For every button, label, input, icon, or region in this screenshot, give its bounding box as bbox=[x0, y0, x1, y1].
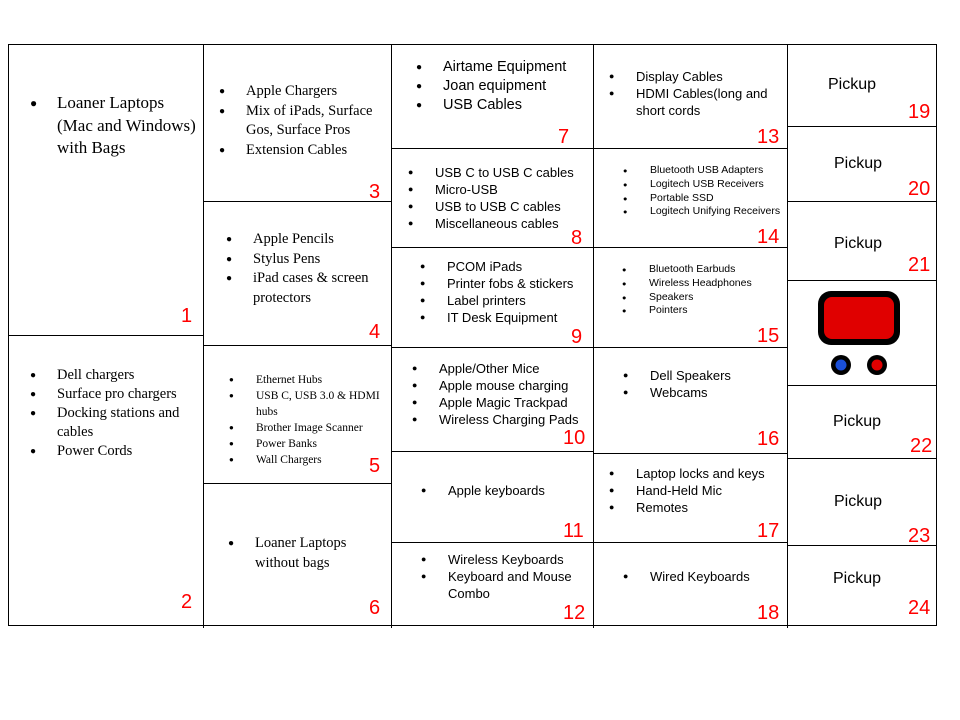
pickup-label: Pickup bbox=[833, 570, 882, 587]
grid-row-col5-c bbox=[787, 280, 937, 281]
bin-item: ● Display Cables bbox=[636, 68, 783, 85]
bin-item: ● Bluetooth USB Adapters bbox=[650, 164, 785, 178]
bin-item: ● Loaner Laptops without bags bbox=[255, 534, 389, 573]
bin-4 bbox=[253, 230, 389, 308]
bin-5-items bbox=[256, 372, 389, 468]
bin-6 bbox=[255, 534, 389, 573]
grid-divider-col3 bbox=[593, 44, 594, 628]
pickup-label: Pickup bbox=[833, 413, 882, 430]
bin-item: ● USB to USB C cables bbox=[435, 198, 592, 215]
grid-divider-col2 bbox=[391, 44, 392, 628]
grid-row-col5-d bbox=[787, 385, 937, 386]
bin-item: ● Hand-Held Mic bbox=[636, 482, 776, 499]
bin-item: ● iPad cases & screen protectors bbox=[253, 269, 389, 308]
pickup-label: Pickup bbox=[834, 493, 883, 510]
bin-10 bbox=[439, 360, 593, 428]
grid-border-bottom bbox=[8, 625, 937, 626]
bin-18 bbox=[650, 568, 785, 585]
bin-item: ● Wireless Charging Pads bbox=[439, 411, 593, 428]
grid-row-col3-c bbox=[391, 347, 594, 348]
bin-number: 4 bbox=[369, 321, 381, 343]
bin-1 bbox=[57, 92, 197, 160]
bin-10-items bbox=[439, 360, 593, 428]
bin-item: ● Mix of iPads, Surface Gos, Surface Pros bbox=[246, 102, 389, 141]
bin-3 bbox=[246, 82, 389, 160]
bin-item: ● Apple/Other Mice bbox=[439, 360, 593, 377]
bin-number: 15 bbox=[757, 325, 780, 347]
bin-item: ● Airtame Equipment bbox=[443, 58, 591, 77]
bin-item: ● Portable SSD bbox=[650, 192, 785, 206]
bin-number: 3 bbox=[369, 181, 381, 203]
bin-item: ● USB Cables bbox=[443, 96, 591, 115]
bin-12-items bbox=[448, 551, 591, 602]
bin-number: 7 bbox=[558, 126, 570, 148]
robot-cart-icon bbox=[815, 288, 905, 378]
bin-number: 1 bbox=[181, 305, 193, 327]
bin-11-items bbox=[448, 482, 591, 499]
bin-number: 6 bbox=[369, 597, 381, 619]
bin-number: 17 bbox=[757, 520, 780, 542]
bin-item: ● Webcams bbox=[650, 384, 785, 401]
bin-item: ● Printer fobs & stickers bbox=[447, 275, 592, 292]
bin-item: ● Logitech Unifying Receivers bbox=[650, 205, 785, 219]
bin-item: ● Extension Cables bbox=[246, 141, 389, 161]
bin-item: ● Power Cords bbox=[57, 442, 202, 461]
bin-item: ● Keyboard and Mouse Combo bbox=[448, 568, 591, 602]
bin-number: 5 bbox=[369, 455, 381, 477]
bin-17-items bbox=[636, 465, 776, 516]
bin-number: 14 bbox=[757, 226, 780, 248]
bin-item: ● Remotes bbox=[636, 499, 776, 516]
bin-number: 21 bbox=[908, 254, 931, 276]
bin-item: ● Miscellaneous cables bbox=[435, 215, 592, 232]
bin-number: 12 bbox=[563, 602, 586, 624]
bin-item: ● Surface pro chargers bbox=[57, 385, 202, 404]
grid-border-right bbox=[936, 44, 937, 626]
bin-item: ● HDMI Cables(long and short cords bbox=[636, 85, 783, 119]
grid-row-col3-d bbox=[391, 451, 594, 452]
bin-item: ● USB C, USB 3.0 & HDMI hubs bbox=[256, 388, 389, 420]
bin-number: 18 bbox=[757, 602, 780, 624]
bin-item: ● Wall Chargers bbox=[256, 452, 389, 468]
bin-item: ● Micro-USB bbox=[435, 181, 592, 198]
bin-15 bbox=[649, 263, 785, 318]
bin-16-items bbox=[650, 367, 785, 401]
bin-item: ● Apple Magic Trackpad bbox=[439, 394, 593, 411]
bin-item: ● Power Banks bbox=[256, 436, 389, 452]
grid-row-col2-c bbox=[203, 483, 392, 484]
bin-8-items bbox=[435, 164, 592, 232]
bin-2-items bbox=[57, 366, 202, 461]
bin-14 bbox=[650, 164, 785, 219]
bin-number: 11 bbox=[563, 520, 584, 542]
bin-14-items bbox=[650, 164, 785, 219]
bin-18-items bbox=[650, 568, 785, 585]
bin-number: 13 bbox=[757, 126, 780, 148]
bin-item: ● Wireless Keyboards bbox=[448, 551, 591, 568]
bin-15-items bbox=[649, 263, 785, 318]
bin-number: 22 bbox=[910, 435, 933, 457]
bin-7-items bbox=[443, 58, 591, 115]
grid-row-col5-a bbox=[787, 126, 937, 127]
bin-item: ● Label printers bbox=[447, 292, 592, 309]
bin-3-items bbox=[246, 82, 389, 160]
bin-item: ● Wireless Headphones bbox=[649, 277, 785, 291]
bin-number: 9 bbox=[571, 326, 583, 348]
bin-item: ● Joan equipment bbox=[443, 77, 591, 96]
bin-11 bbox=[448, 482, 591, 499]
bin-item: ● Speakers bbox=[649, 291, 785, 305]
bin-item: ● IT Desk Equipment bbox=[447, 309, 592, 326]
grid-row-col3-b bbox=[391, 247, 594, 248]
bin-13 bbox=[636, 68, 783, 119]
grid-row-col5-e bbox=[787, 458, 937, 459]
bin-number: 16 bbox=[757, 428, 780, 450]
pickup-label: Pickup bbox=[828, 76, 877, 93]
bin-9 bbox=[447, 258, 592, 326]
bin-12 bbox=[448, 551, 591, 602]
bin-item: ● Loaner Laptops (Mac and Windows) with Bags bbox=[57, 92, 197, 160]
bin-item: ● Logitech USB Receivers bbox=[650, 178, 785, 192]
grid-divider-col4 bbox=[787, 44, 788, 628]
bin-item: ● Bluetooth Earbuds bbox=[649, 263, 785, 277]
bin-7 bbox=[443, 58, 591, 115]
bin-item: ● Brother Image Scanner bbox=[256, 420, 389, 436]
bin-item: ● Apple mouse charging bbox=[439, 377, 593, 394]
pickup-label: Pickup bbox=[834, 235, 883, 252]
bin-6-items bbox=[255, 534, 389, 573]
bin-13-items bbox=[636, 68, 783, 119]
bin-item: ● Pointers bbox=[649, 304, 785, 318]
grid-row-col4-d bbox=[593, 453, 788, 454]
bin-number: 8 bbox=[571, 227, 583, 249]
bin-item: ● Apple Pencils bbox=[253, 230, 389, 250]
bin-number: 20 bbox=[908, 178, 931, 200]
bin-number: 24 bbox=[908, 597, 931, 619]
bin-2 bbox=[57, 366, 202, 461]
pickup-label: Pickup bbox=[834, 155, 883, 172]
bin-item: ● Stylus Pens bbox=[253, 250, 389, 270]
grid-row-col1 bbox=[8, 335, 204, 336]
bin-item: ● Dell chargers bbox=[57, 366, 202, 385]
grid-row-col5-b bbox=[787, 201, 937, 202]
bin-item: ● Dell Speakers bbox=[650, 367, 785, 384]
bin-1-items bbox=[57, 92, 197, 160]
bin-item: ● USB C to USB C cables bbox=[435, 164, 592, 181]
bin-17 bbox=[636, 465, 776, 516]
bin-item: ● Docking stations and cables bbox=[57, 404, 202, 442]
bin-number: 2 bbox=[181, 591, 193, 613]
bin-item: ● Laptop locks and keys bbox=[636, 465, 776, 482]
bin-5 bbox=[256, 372, 389, 468]
bin-number: 19 bbox=[908, 101, 931, 123]
bin-16 bbox=[650, 367, 785, 401]
bin-item: ● Wired Keyboards bbox=[650, 568, 785, 585]
grid-divider-col1 bbox=[203, 44, 204, 628]
bin-number: 23 bbox=[908, 525, 931, 547]
bin-item: ● Apple Chargers bbox=[246, 82, 389, 102]
bin-4-items bbox=[253, 230, 389, 308]
grid-row-col2-b bbox=[203, 345, 392, 346]
bin-item: ● Apple keyboards bbox=[448, 482, 591, 499]
bin-item: ● Ethernet Hubs bbox=[256, 372, 389, 388]
grid-row-col2-a bbox=[203, 201, 392, 202]
bin-number: 10 bbox=[563, 427, 586, 449]
bin-9-items bbox=[447, 258, 592, 326]
bin-item: ● PCOM iPads bbox=[447, 258, 592, 275]
bin-8 bbox=[435, 164, 592, 232]
grid-border-top bbox=[8, 44, 937, 45]
